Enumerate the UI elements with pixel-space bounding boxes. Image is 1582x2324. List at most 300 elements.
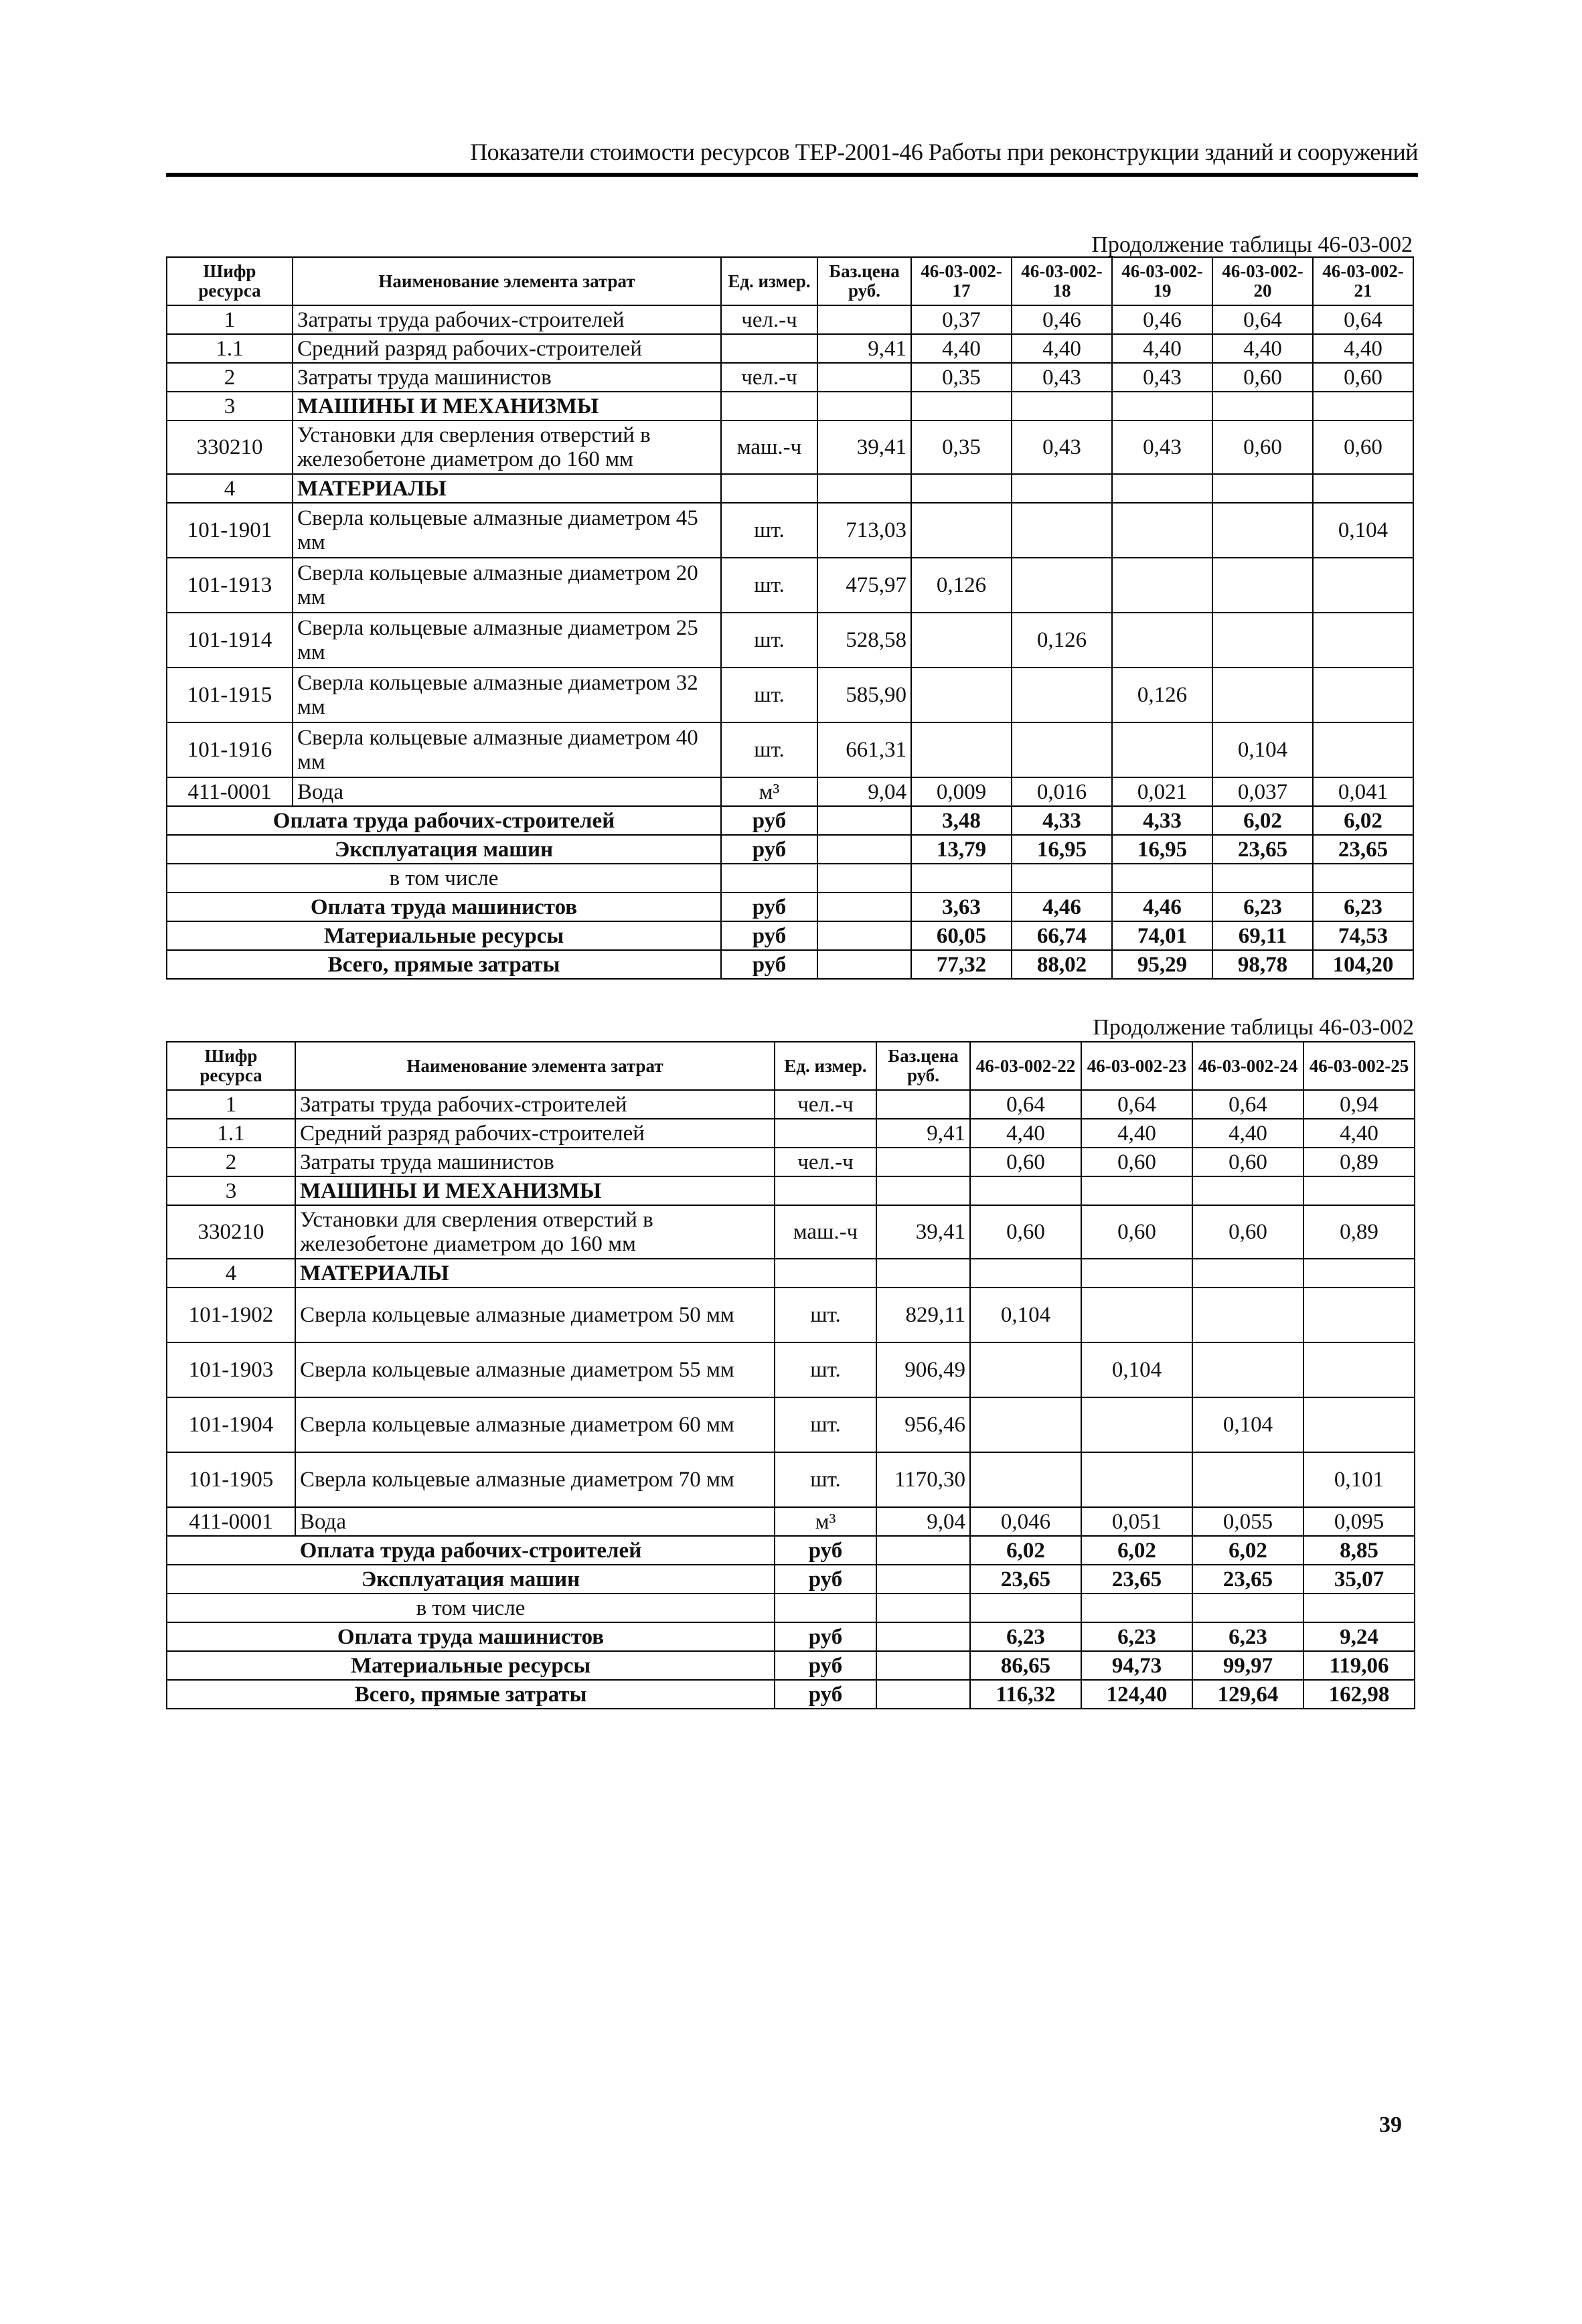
summary-label-cell: Оплата труда рабочих-строителей	[167, 806, 721, 835]
value-cell	[1112, 613, 1212, 668]
table-row	[167, 1205, 1415, 1259]
value-cell: 6,23	[1081, 1622, 1192, 1651]
empty-cell	[1303, 1176, 1415, 1205]
resource-table-1	[166, 256, 1414, 980]
value-cell: 4,46	[1012, 893, 1112, 921]
value-cell	[817, 864, 911, 893]
unit-cell	[721, 864, 817, 893]
summary-label-cell: Материальные ресурсы	[167, 1651, 775, 1680]
value-cell: 0,051	[1081, 1507, 1192, 1536]
cost-element-name-cell: Сверла кольцевые алмазные диаметром 32 мм	[293, 668, 721, 722]
column-header: Ед. измер.	[775, 1042, 876, 1090]
table-row	[167, 420, 1413, 474]
value-cell: 4,40	[1313, 334, 1413, 363]
table-row	[167, 722, 1413, 777]
value-cell: 0,60	[1192, 1205, 1303, 1259]
unit-cell: чел.-ч	[775, 1148, 876, 1176]
base-price-cell: 1170,30	[876, 1452, 970, 1507]
value-cell: 0,60	[1212, 420, 1313, 474]
value-cell: 9,24	[1303, 1622, 1415, 1651]
value-cell: 3,48	[911, 806, 1012, 835]
table-row	[167, 1176, 1415, 1205]
value-cell: 0,60	[1313, 363, 1413, 392]
value-cell: 0,43	[1112, 420, 1212, 474]
value-cell	[1192, 1594, 1303, 1622]
table-header-row	[167, 1042, 1415, 1090]
empty-cell	[721, 392, 817, 420]
summary-row	[167, 864, 1413, 893]
value-cell	[1112, 503, 1212, 558]
value-cell	[911, 668, 1012, 722]
unit-cell: руб	[775, 1680, 876, 1709]
table-row	[167, 363, 1413, 392]
resource-code-cell: 2	[167, 363, 293, 392]
unit-cell: шт.	[721, 668, 817, 722]
empty-cell	[775, 1259, 876, 1288]
unit-cell	[721, 334, 817, 363]
value-cell	[1313, 613, 1413, 668]
resource-code-cell: 101-1902	[167, 1288, 295, 1342]
value-cell: 0,46	[1112, 305, 1212, 334]
value-cell	[876, 1651, 970, 1680]
value-cell	[817, 835, 911, 864]
value-cell	[911, 864, 1012, 893]
value-cell: 119,06	[1303, 1651, 1415, 1680]
column-header: 46-03-002-24	[1192, 1042, 1303, 1090]
resource-code-cell: 101-1903	[167, 1342, 295, 1397]
value-cell	[817, 921, 911, 950]
unit-cell: маш.-ч	[721, 420, 817, 474]
table-row	[167, 334, 1413, 363]
resource-code-cell: 1.1	[167, 334, 293, 363]
empty-cell	[1081, 1259, 1192, 1288]
value-cell: 95,29	[1112, 950, 1212, 979]
value-cell	[1212, 503, 1313, 558]
empty-cell	[721, 474, 817, 503]
resource-code-cell: 411-0001	[167, 1507, 295, 1536]
table-row	[167, 777, 1413, 806]
value-cell: 0,64	[1081, 1090, 1192, 1119]
base-price-cell: 661,31	[817, 722, 911, 777]
unit-cell: шт.	[775, 1342, 876, 1397]
value-cell	[1081, 1452, 1192, 1507]
cost-element-name-cell: Сверла кольцевые алмазные диаметром 50 мм	[295, 1288, 775, 1342]
summary-row	[167, 1680, 1415, 1709]
summary-row	[167, 893, 1413, 921]
unit-cell	[775, 1119, 876, 1148]
table-header-row	[167, 257, 1413, 305]
empty-cell	[911, 474, 1012, 503]
value-cell	[1081, 1288, 1192, 1342]
resource-code-cell: 101-1915	[167, 668, 293, 722]
base-price-cell: 956,46	[876, 1397, 970, 1452]
value-cell: 0,101	[1303, 1452, 1415, 1507]
value-cell: 16,95	[1012, 835, 1112, 864]
table-1-caption: Продолжение таблицы 46-03-002	[1091, 232, 1413, 257]
value-cell	[911, 722, 1012, 777]
table-row	[167, 1507, 1415, 1536]
summary-row	[167, 835, 1413, 864]
cost-element-name-cell: Вода	[293, 777, 721, 806]
resource-code-cell: 4	[167, 1259, 295, 1288]
value-cell	[876, 1622, 970, 1651]
value-cell: 4,33	[1012, 806, 1112, 835]
value-cell: 6,02	[970, 1536, 1081, 1565]
resource-code-cell: 2	[167, 1148, 295, 1176]
base-price-cell: 713,03	[817, 503, 911, 558]
value-cell	[1012, 503, 1112, 558]
value-cell: 0,60	[1192, 1148, 1303, 1176]
value-cell: 0,104	[1313, 503, 1413, 558]
value-cell: 74,01	[1112, 921, 1212, 950]
resource-code-cell: 101-1916	[167, 722, 293, 777]
value-cell	[1212, 668, 1313, 722]
empty-cell	[1112, 474, 1212, 503]
base-price-cell	[817, 363, 911, 392]
unit-cell: руб	[775, 1565, 876, 1594]
empty-cell	[1212, 392, 1313, 420]
empty-cell	[911, 392, 1012, 420]
table-row	[167, 1342, 1415, 1397]
value-cell: 0,35	[911, 363, 1012, 392]
summary-label-cell: Оплата труда рабочих-строителей	[167, 1536, 775, 1565]
table-row	[167, 503, 1413, 558]
value-cell: 4,40	[911, 334, 1012, 363]
empty-cell	[1313, 392, 1413, 420]
resource-code-cell: 101-1901	[167, 503, 293, 558]
empty-cell	[1303, 1259, 1415, 1288]
column-header: Шифр ресурса	[167, 1042, 295, 1090]
value-cell	[1012, 558, 1112, 613]
value-cell: 4,46	[1112, 893, 1212, 921]
cost-element-name-cell: Сверла кольцевые алмазные диаметром 70 мм	[295, 1452, 775, 1507]
resource-code-cell: 101-1904	[167, 1397, 295, 1452]
unit-cell: руб	[775, 1536, 876, 1565]
summary-label-cell: Всего, прямые затраты	[167, 1680, 775, 1709]
value-cell: 6,02	[1212, 806, 1313, 835]
unit-cell: м³	[775, 1507, 876, 1536]
value-cell	[1192, 1288, 1303, 1342]
base-price-cell: 528,58	[817, 613, 911, 668]
empty-cell	[1192, 1259, 1303, 1288]
value-cell: 69,11	[1212, 921, 1313, 950]
summary-label-cell: Оплата труда машинистов	[167, 1622, 775, 1651]
table-row	[167, 1397, 1415, 1452]
base-price-cell: 585,90	[817, 668, 911, 722]
summary-label-cell: Материальные ресурсы	[167, 921, 721, 950]
column-header: Ед. измер.	[721, 257, 817, 305]
base-price-cell	[817, 305, 911, 334]
unit-cell: руб	[775, 1622, 876, 1651]
value-cell: 0,046	[970, 1507, 1081, 1536]
value-cell: 6,23	[1313, 893, 1413, 921]
resource-code-cell: 1.1	[167, 1119, 295, 1148]
value-cell	[1192, 1452, 1303, 1507]
value-cell: 0,64	[1192, 1090, 1303, 1119]
value-cell	[1313, 722, 1413, 777]
value-cell: 66,74	[1012, 921, 1112, 950]
value-cell	[1112, 558, 1212, 613]
cost-element-name-cell: Сверла кольцевые алмазные диаметром 40 мм	[293, 722, 721, 777]
section-heading-cell: МАТЕРИАЛЫ	[293, 474, 721, 503]
resource-code-cell: 101-1913	[167, 558, 293, 613]
unit-cell: руб	[721, 893, 817, 921]
empty-cell	[1192, 1176, 1303, 1205]
summary-label-cell: в том числе	[167, 864, 721, 893]
unit-cell: шт.	[775, 1452, 876, 1507]
empty-cell	[817, 474, 911, 503]
value-cell	[1081, 1594, 1192, 1622]
value-cell	[1112, 722, 1212, 777]
cost-element-name-cell: Установки для сверления отверстий в железобетоне диаметром до 160 мм	[295, 1205, 775, 1259]
value-cell: 0,126	[1112, 668, 1212, 722]
value-cell	[876, 1536, 970, 1565]
base-price-cell: 906,49	[876, 1342, 970, 1397]
summary-row	[167, 921, 1413, 950]
value-cell: 4,40	[1112, 334, 1212, 363]
value-cell: 162,98	[1303, 1680, 1415, 1709]
value-cell	[1303, 1397, 1415, 1452]
value-cell	[970, 1342, 1081, 1397]
unit-cell: шт.	[721, 503, 817, 558]
resource-code-cell: 101-1914	[167, 613, 293, 668]
value-cell: 98,78	[1212, 950, 1313, 979]
value-cell: 0,89	[1303, 1148, 1415, 1176]
value-cell: 8,85	[1303, 1536, 1415, 1565]
table-row	[167, 1452, 1415, 1507]
base-price-cell: 829,11	[876, 1288, 970, 1342]
cost-element-name-cell: Затраты труда машинистов	[293, 363, 721, 392]
table-row	[167, 1259, 1415, 1288]
resource-code-cell: 1	[167, 305, 293, 334]
section-heading-cell: МАШИНЫ И МЕХАНИЗМЫ	[293, 392, 721, 420]
value-cell	[970, 1452, 1081, 1507]
cost-element-name-cell: Затраты труда машинистов	[295, 1148, 775, 1176]
table-row	[167, 1288, 1415, 1342]
value-cell	[1303, 1594, 1415, 1622]
value-cell: 0,60	[970, 1148, 1081, 1176]
base-price-cell: 39,41	[876, 1205, 970, 1259]
value-cell: 0,43	[1012, 420, 1112, 474]
empty-cell	[970, 1176, 1081, 1205]
value-cell: 0,041	[1313, 777, 1413, 806]
value-cell	[876, 1680, 970, 1709]
cost-element-name-cell: Сверла кольцевые алмазные диаметром 20 мм	[293, 558, 721, 613]
base-price-cell: 9,41	[876, 1119, 970, 1148]
value-cell	[970, 1594, 1081, 1622]
value-cell: 23,65	[970, 1565, 1081, 1594]
table-row	[167, 668, 1413, 722]
table-row	[167, 613, 1413, 668]
summary-label-cell: Оплата труда машинистов	[167, 893, 721, 921]
table-row	[167, 474, 1413, 503]
cost-element-name-cell: Средний разряд рабочих-строителей	[293, 334, 721, 363]
value-cell: 6,02	[1313, 806, 1413, 835]
column-header: 46-03-002-19	[1112, 257, 1212, 305]
value-cell	[1081, 1397, 1192, 1452]
value-cell	[876, 1565, 970, 1594]
value-cell: 6,02	[1081, 1536, 1192, 1565]
value-cell: 0,46	[1012, 305, 1112, 334]
value-cell	[1012, 864, 1112, 893]
value-cell	[1212, 613, 1313, 668]
page-number: 39	[1379, 2112, 1402, 2137]
header-rule	[166, 173, 1418, 177]
unit-cell: м³	[721, 777, 817, 806]
value-cell: 4,40	[1012, 334, 1112, 363]
value-cell: 4,40	[1303, 1119, 1415, 1148]
value-cell	[1303, 1288, 1415, 1342]
cost-element-name-cell: Сверла кольцевые алмазные диаметром 60 мм	[295, 1397, 775, 1452]
value-cell	[1313, 864, 1413, 893]
value-cell: 3,63	[911, 893, 1012, 921]
value-cell	[1212, 864, 1313, 893]
value-cell	[1303, 1342, 1415, 1397]
value-cell: 0,60	[970, 1205, 1081, 1259]
value-cell: 4,40	[970, 1119, 1081, 1148]
base-price-cell: 9,04	[876, 1507, 970, 1536]
summary-label-cell: Эксплуатация машин	[167, 1565, 775, 1594]
table-row	[167, 305, 1413, 334]
value-cell: 0,104	[1212, 722, 1313, 777]
value-cell: 4,40	[1212, 334, 1313, 363]
value-cell: 0,055	[1192, 1507, 1303, 1536]
value-cell: 6,23	[1192, 1622, 1303, 1651]
empty-cell	[876, 1176, 970, 1205]
resource-table-2	[166, 1041, 1415, 1709]
resource-code-cell: 3	[167, 392, 293, 420]
value-cell: 86,65	[970, 1651, 1081, 1680]
value-cell	[817, 806, 911, 835]
base-price-cell: 475,97	[817, 558, 911, 613]
value-cell: 99,97	[1192, 1651, 1303, 1680]
empty-cell	[1212, 474, 1313, 503]
value-cell: 0,104	[970, 1288, 1081, 1342]
base-price-cell: 9,04	[817, 777, 911, 806]
resource-code-cell: 330210	[167, 420, 293, 474]
cost-element-name-cell: Затраты труда рабочих-строителей	[295, 1090, 775, 1119]
value-cell: 77,32	[911, 950, 1012, 979]
cost-element-name-cell: Сверла кольцевые алмазные диаметром 45 мм	[293, 503, 721, 558]
value-cell: 0,60	[1313, 420, 1413, 474]
resource-code-cell: 4	[167, 474, 293, 503]
value-cell: 116,32	[970, 1680, 1081, 1709]
column-header: Наименование элемента затрат	[293, 257, 721, 305]
value-cell: 16,95	[1112, 835, 1212, 864]
summary-row	[167, 950, 1413, 979]
value-cell: 4,40	[1081, 1119, 1192, 1148]
unit-cell: шт.	[775, 1288, 876, 1342]
value-cell: 0,104	[1192, 1397, 1303, 1452]
empty-cell	[775, 1176, 876, 1205]
value-cell	[1313, 668, 1413, 722]
summary-label-cell: в том числе	[167, 1594, 775, 1622]
column-header: 46-03-002-17	[911, 257, 1012, 305]
unit-cell: шт.	[721, 558, 817, 613]
value-cell	[911, 503, 1012, 558]
value-cell: 0,021	[1112, 777, 1212, 806]
value-cell	[876, 1594, 970, 1622]
unit-cell: чел.-ч	[775, 1090, 876, 1119]
value-cell: 0,126	[911, 558, 1012, 613]
value-cell	[1112, 864, 1212, 893]
value-cell: 13,79	[911, 835, 1012, 864]
unit-cell: руб	[721, 921, 817, 950]
summary-row	[167, 1651, 1415, 1680]
column-header: 46-03-002-20	[1212, 257, 1313, 305]
column-header: Шифр ресурса	[167, 257, 293, 305]
cost-element-name-cell: Вода	[295, 1507, 775, 1536]
value-cell	[1012, 722, 1112, 777]
summary-row	[167, 806, 1413, 835]
table-2-caption: Продолжение таблицы 46-03-002	[1093, 1015, 1414, 1040]
summary-label-cell: Всего, прямые затраты	[167, 950, 721, 979]
table-row	[167, 1148, 1415, 1176]
value-cell: 23,65	[1192, 1565, 1303, 1594]
value-cell: 0,016	[1012, 777, 1112, 806]
value-cell: 94,73	[1081, 1651, 1192, 1680]
value-cell: 0,60	[1081, 1205, 1192, 1259]
value-cell: 0,60	[1081, 1148, 1192, 1176]
value-cell: 6,02	[1192, 1536, 1303, 1565]
table-row	[167, 1090, 1415, 1119]
unit-cell: чел.-ч	[721, 305, 817, 334]
resource-code-cell: 1	[167, 1090, 295, 1119]
value-cell: 35,07	[1303, 1565, 1415, 1594]
unit-cell: шт.	[775, 1397, 876, 1452]
unit-cell: маш.-ч	[775, 1205, 876, 1259]
unit-cell: руб	[721, 806, 817, 835]
unit-cell: шт.	[721, 722, 817, 777]
value-cell: 0,43	[1112, 363, 1212, 392]
summary-row	[167, 1565, 1415, 1594]
summary-label-cell: Эксплуатация машин	[167, 835, 721, 864]
summary-row	[167, 1622, 1415, 1651]
empty-cell	[1012, 474, 1112, 503]
column-header: 46-03-002-18	[1012, 257, 1112, 305]
value-cell	[911, 613, 1012, 668]
unit-cell: руб	[721, 835, 817, 864]
value-cell: 23,65	[1313, 835, 1413, 864]
value-cell: 0,009	[911, 777, 1012, 806]
value-cell: 6,23	[970, 1622, 1081, 1651]
value-cell: 23,65	[1081, 1565, 1192, 1594]
value-cell	[1012, 668, 1112, 722]
cost-element-name-cell: Затраты труда рабочих-строителей	[293, 305, 721, 334]
value-cell: 0,37	[911, 305, 1012, 334]
section-heading-cell: МАШИНЫ И МЕХАНИЗМЫ	[295, 1176, 775, 1205]
value-cell: 0,43	[1012, 363, 1112, 392]
value-cell	[1313, 558, 1413, 613]
resource-code-cell: 330210	[167, 1205, 295, 1259]
value-cell: 0,64	[970, 1090, 1081, 1119]
value-cell: 88,02	[1012, 950, 1112, 979]
unit-cell: руб	[721, 950, 817, 979]
value-cell: 129,64	[1192, 1680, 1303, 1709]
unit-cell	[775, 1594, 876, 1622]
value-cell: 0,64	[1212, 305, 1313, 334]
unit-cell: шт.	[721, 613, 817, 668]
unit-cell: руб	[775, 1651, 876, 1680]
resource-code-cell: 101-1905	[167, 1452, 295, 1507]
value-cell: 124,40	[1081, 1680, 1192, 1709]
cost-element-name-cell: Средний разряд рабочих-строителей	[295, 1119, 775, 1148]
value-cell: 4,40	[1192, 1119, 1303, 1148]
column-header: Баз.цена руб.	[817, 257, 911, 305]
table-row	[167, 1119, 1415, 1148]
column-header: 46-03-002-25	[1303, 1042, 1415, 1090]
empty-cell	[970, 1259, 1081, 1288]
